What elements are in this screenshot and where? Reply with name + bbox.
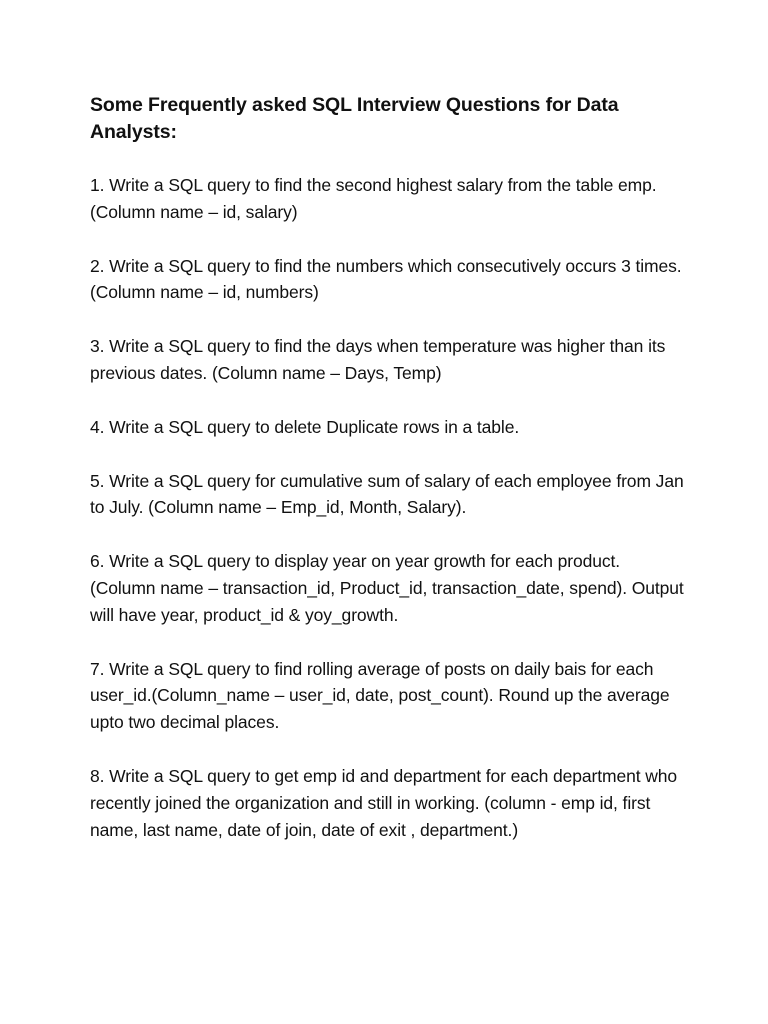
question-6: 6. Write a SQL query to display year on year growth for each product. (Column name – transaction_id, Product_id, transaction_date, spend). Output will have year, product_id & yoy_growth. (90, 551, 684, 625)
question-4: 4. Write a SQL query to delete Duplicate rows in a table. (90, 416, 520, 437)
document-title: Some Frequently asked SQL Interview Questions for Data Analysts: (90, 94, 619, 143)
question-8: 8. Write a SQL query to get emp id and department for each department who recently joined the organization and still in working. (column - emp id, first name, last name, date of join, date of exit , department.) (90, 765, 678, 840)
question-3: 3. Write a SQL query to find the days when temperature was higher than its previous dates. (Column name – Days, Temp) (90, 336, 666, 383)
question-7: 7. Write a SQL query to find rolling average of posts on daily bais for each user_id.(Column_name – user_id, date, post_count). Round up the average upto two decimal places. (90, 658, 670, 733)
question-1: 1. Write a SQL query to find the second highest salary from the table emp. (Column name – id, salary) (90, 175, 657, 222)
document-page (90, 92, 690, 870)
question-5: 5. Write a SQL query for cumulative sum of salary of each employee from Jan to July. (Column name – Emp_id, Month, Salary). (90, 470, 684, 518)
question-2: 2. Write a SQL query to find the numbers which consecutively occurs 3 times. (Column name – id, numbers) (90, 255, 682, 303)
